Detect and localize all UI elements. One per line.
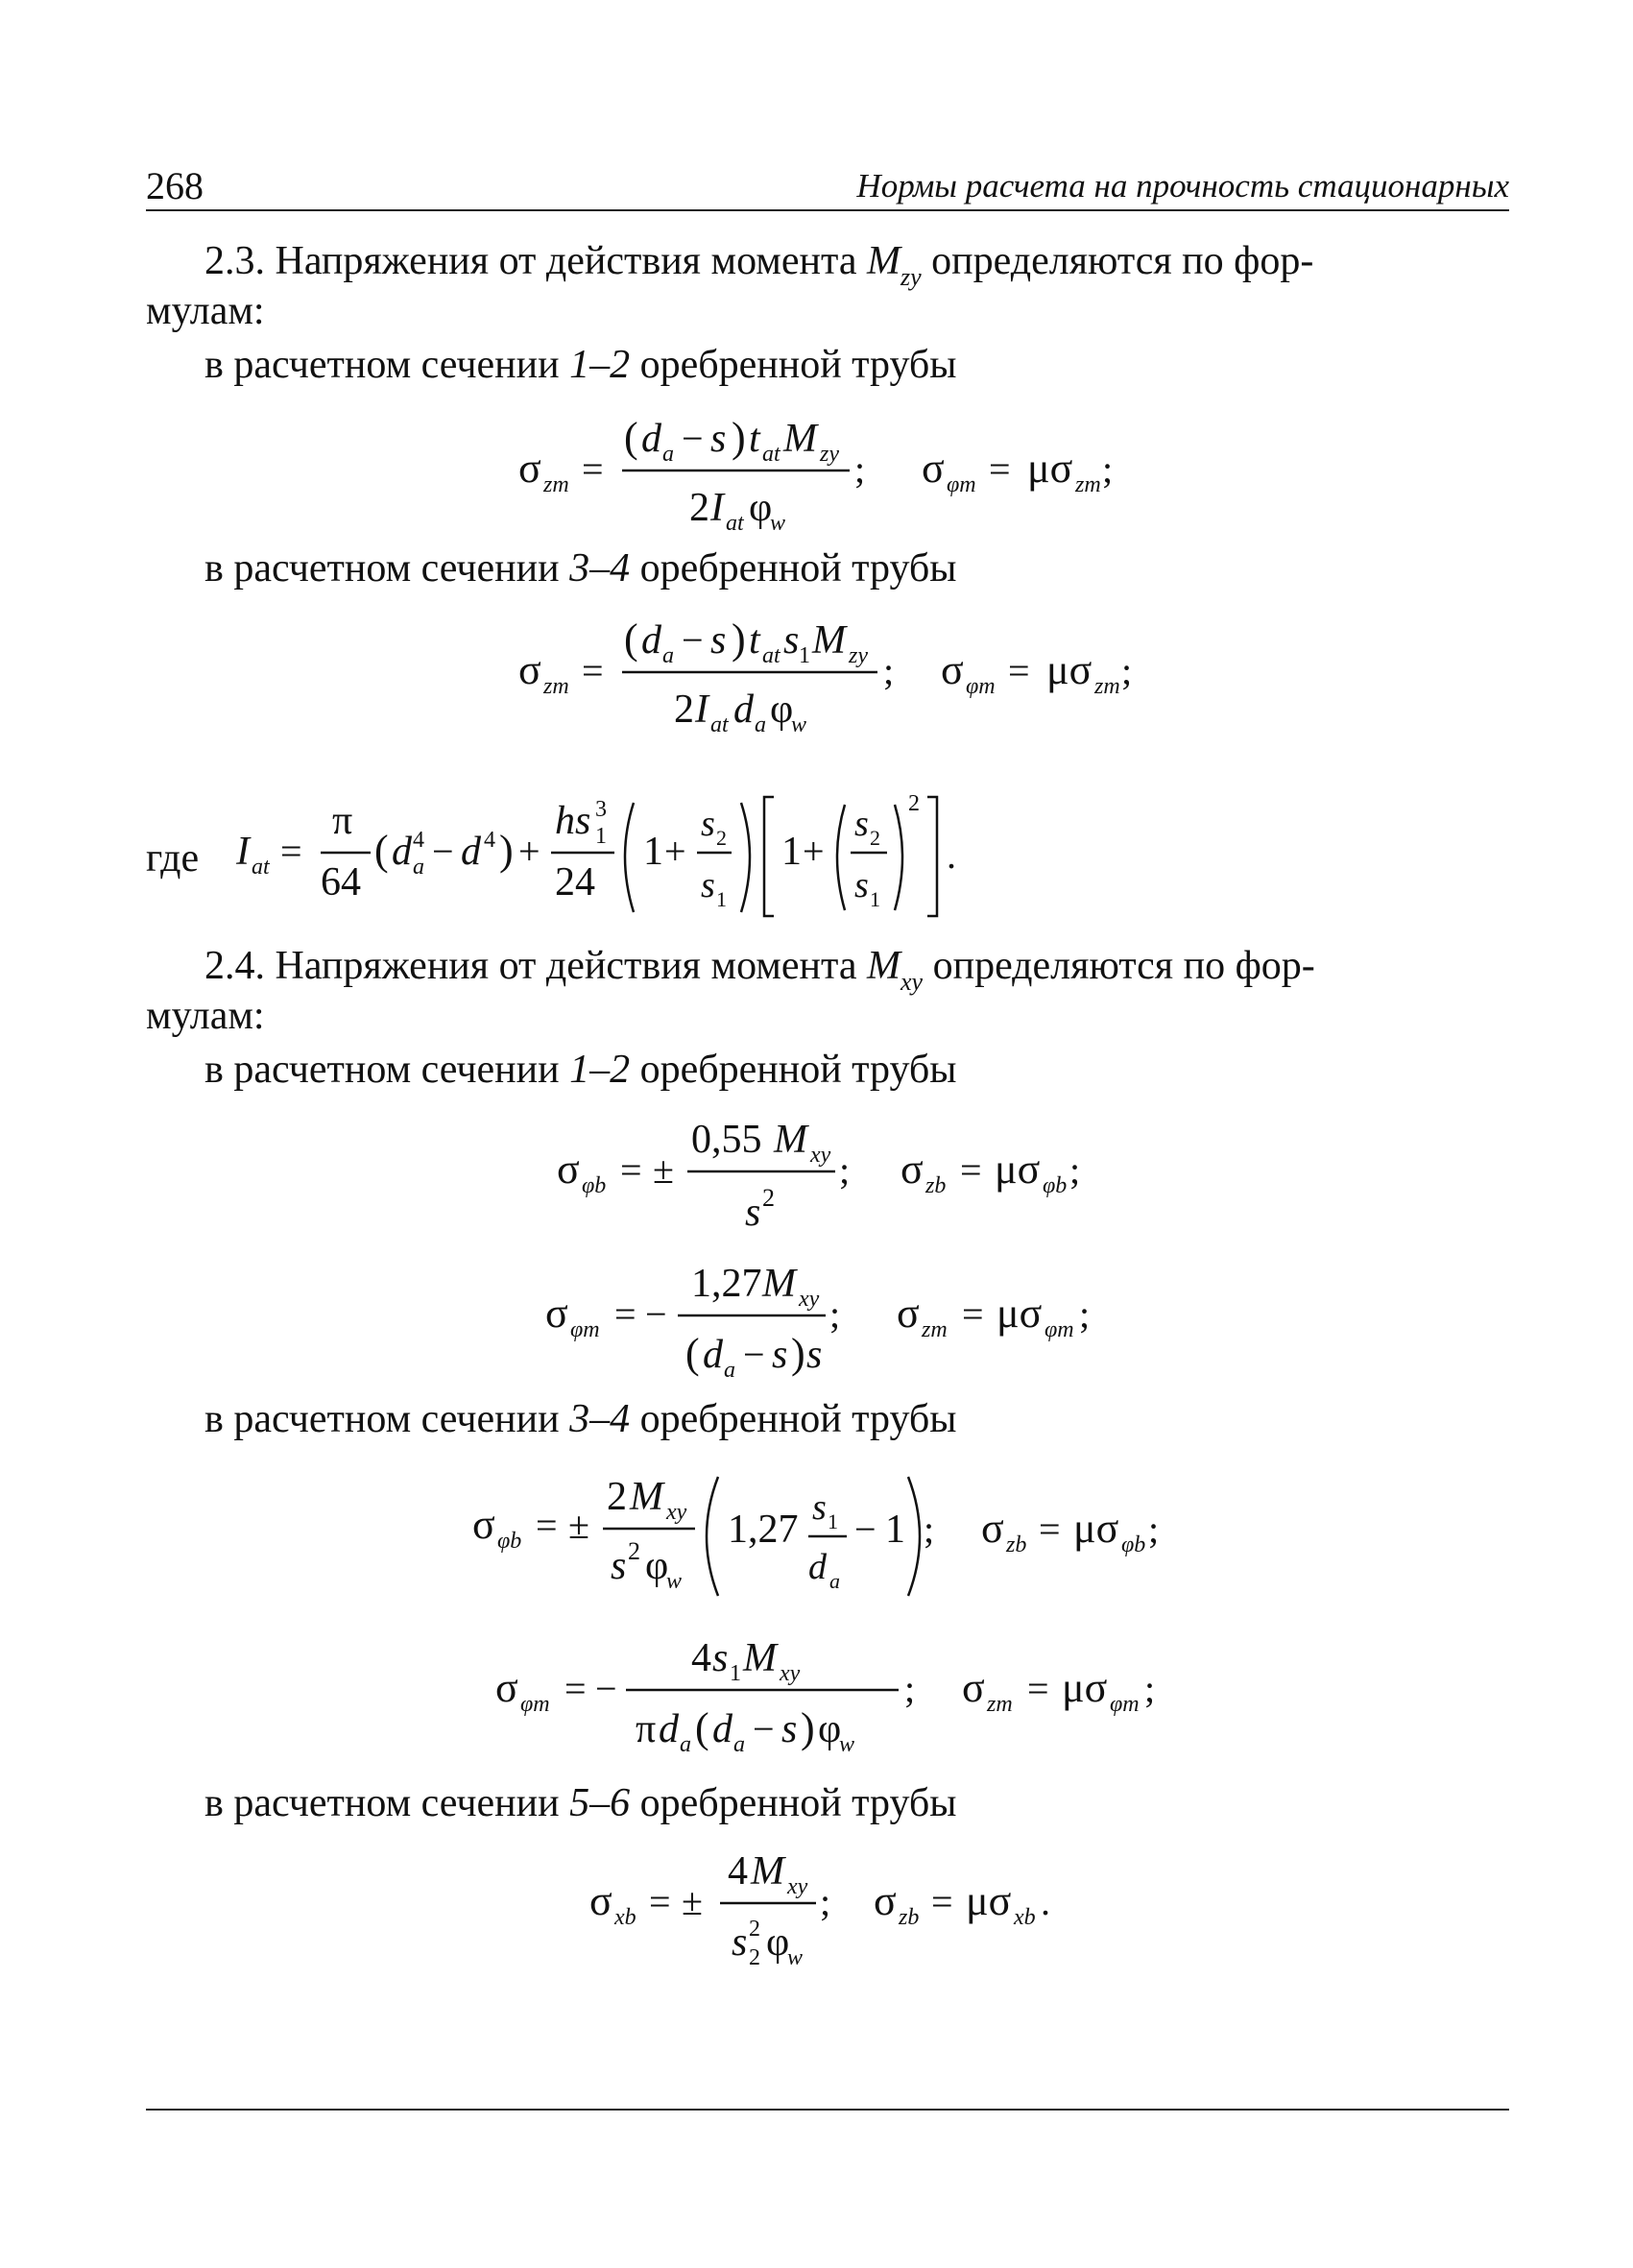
svg-text:w: w — [787, 1945, 804, 1970]
svg-text:hs: hs — [555, 799, 591, 843]
formula-sigma-phib-section-1-2 — [557, 1104, 1152, 1239]
svg-text:π: π — [636, 1707, 657, 1751]
sec-label-text: в расчетном сечении — [204, 546, 570, 591]
sec-label-text: в расчетном сечении — [204, 1048, 570, 1092]
page-header — [146, 156, 1509, 213]
svg-text:s: s — [806, 1333, 823, 1377]
svg-text:1,27: 1,27 — [691, 1262, 762, 1306]
sec-range: 1–2 — [569, 343, 631, 387]
svg-text:σ: σ — [874, 1877, 897, 1924]
svg-text:2: 2 — [607, 1475, 627, 1519]
svg-text:xb: xb — [1014, 1905, 1036, 1930]
formula-sigma-zm-section-1-2 — [518, 403, 1210, 538]
svg-text:2: 2 — [870, 826, 880, 850]
svg-text:xy: xy — [787, 1874, 808, 1899]
svg-text:;: ; — [854, 447, 866, 491]
svg-text:σ: σ — [901, 1146, 924, 1193]
svg-text:=: = — [931, 1880, 953, 1923]
formula-sigma-xb-section-5-6 — [589, 1836, 1127, 1980]
svg-text:φm: φm — [966, 674, 996, 699]
svg-text:φ: φ — [818, 1707, 842, 1751]
svg-text:a: a — [755, 712, 766, 737]
svg-text:σ: σ — [518, 445, 541, 492]
svg-text:;: ; — [829, 1292, 841, 1336]
svg-text:σ: σ — [962, 1664, 985, 1711]
where-word: где — [146, 836, 200, 881]
svg-text:−: − — [682, 417, 704, 460]
svg-text:=: = — [620, 1148, 642, 1192]
svg-text:xy: xy — [799, 1287, 820, 1312]
svg-text:σ: σ — [472, 1501, 495, 1548]
svg-text:1: 1 — [799, 643, 810, 668]
svg-text:s: s — [854, 865, 869, 905]
svg-text:σ: σ — [589, 1877, 612, 1924]
svg-text:3: 3 — [595, 797, 607, 822]
svg-text:=: = — [614, 1292, 636, 1336]
svg-text:zy: zy — [820, 442, 839, 467]
svg-text:s: s — [783, 618, 800, 663]
sec-label-tail: оребренной трубы — [630, 1781, 957, 1825]
svg-text:t: t — [749, 417, 760, 461]
svg-text:μσ: μσ — [1027, 445, 1073, 492]
svg-text:s: s — [701, 865, 715, 905]
section-2-3-sec34-label — [204, 543, 957, 593]
svg-text:φm: φm — [520, 1692, 550, 1717]
svg-text:=: = — [564, 1667, 587, 1710]
svg-text:2: 2 — [628, 1537, 640, 1565]
moment-symbol: M — [867, 239, 901, 283]
svg-text:2: 2 — [762, 1184, 775, 1212]
svg-text:;: ; — [1121, 649, 1133, 692]
svg-text:−: − — [743, 1333, 765, 1376]
svg-text:M: M — [751, 1849, 784, 1894]
section-2-4-sec34-label — [204, 1394, 957, 1444]
formula-sigma-zm-section-3-4 — [518, 605, 1210, 749]
section-2-4-intro-text: 2.4. Напряжения от действия момента — [204, 944, 867, 988]
svg-text:(: ( — [685, 1330, 700, 1377]
svg-text:d: d — [703, 1333, 723, 1377]
section-2-3-sec12-label — [204, 340, 957, 390]
svg-text:1: 1 — [828, 1509, 838, 1533]
svg-text:1: 1 — [730, 1661, 741, 1686]
svg-text:24: 24 — [555, 860, 595, 905]
svg-text:at: at — [252, 855, 270, 880]
sec-label-text: в расчетном сечении — [204, 343, 570, 387]
section-2-4-sec12-label — [204, 1045, 957, 1095]
svg-text:d: d — [641, 618, 661, 663]
svg-text:σ: σ — [981, 1505, 1004, 1552]
svg-text:2: 2 — [749, 1945, 760, 1970]
svg-text:;: ; — [1148, 1508, 1160, 1551]
svg-text:4: 4 — [728, 1849, 748, 1894]
svg-text:d: d — [659, 1707, 679, 1751]
svg-text:φb: φb — [497, 1529, 522, 1554]
svg-text:.: . — [947, 833, 956, 877]
page-number: 268 — [146, 164, 204, 207]
svg-text:−: − — [682, 618, 704, 662]
sec-range: 3–4 — [569, 1397, 631, 1441]
svg-text:μσ: μσ — [1062, 1664, 1108, 1711]
svg-text:;: ; — [1144, 1667, 1156, 1710]
svg-text:d: d — [808, 1547, 827, 1587]
svg-text:): ) — [791, 1330, 805, 1377]
svg-text:1: 1 — [870, 887, 880, 911]
svg-text:−: − — [645, 1292, 667, 1336]
svg-text:=: = — [1008, 649, 1030, 692]
svg-text:=: = — [962, 1292, 984, 1336]
svg-text:d: d — [641, 417, 661, 461]
section-2-3-intro-tail: определяются по фор- — [921, 239, 1314, 283]
svg-text:±: ± — [653, 1148, 674, 1192]
svg-text:I: I — [695, 688, 708, 732]
svg-text:s: s — [732, 1920, 748, 1965]
svg-text:t: t — [749, 618, 760, 663]
svg-text:4: 4 — [413, 828, 424, 853]
svg-text:;: ; — [1079, 1292, 1091, 1336]
svg-text:1: 1 — [643, 830, 663, 874]
svg-text:=: = — [960, 1148, 982, 1192]
svg-text:;: ; — [1102, 447, 1114, 491]
svg-text:1: 1 — [716, 887, 727, 911]
svg-text:a: a — [733, 1732, 745, 1757]
svg-text:σ: σ — [557, 1146, 580, 1193]
sec-label-tail: оребренной трубы — [630, 1048, 957, 1092]
svg-text:s: s — [854, 804, 869, 844]
svg-text:M: M — [762, 1262, 796, 1306]
header-rule — [146, 209, 1509, 211]
section-2-4-intro-tail: определяются по фор- — [923, 944, 1315, 988]
svg-text:xy: xy — [810, 1143, 831, 1168]
svg-text:1: 1 — [781, 830, 802, 874]
sec-range: 3–4 — [569, 546, 631, 591]
svg-text:+: + — [664, 830, 686, 873]
svg-text:w: w — [839, 1732, 855, 1757]
svg-text:M: M — [743, 1636, 777, 1680]
section-2-3-intro-text: 2.3. Напряжения от действия момента — [204, 239, 867, 283]
svg-text:at: at — [726, 511, 744, 536]
formula-sigma-phib-section-3-4 — [472, 1460, 1221, 1604]
svg-text:φm: φm — [1045, 1317, 1074, 1342]
section-2-3-intro-line2: мулам: — [146, 289, 265, 333]
svg-text:a: a — [724, 1358, 735, 1383]
svg-text:zm: zm — [922, 1317, 948, 1342]
sec-label-tail: оребренной трубы — [630, 1397, 957, 1441]
svg-text:φ: φ — [645, 1544, 669, 1588]
moment-symbol: M — [867, 944, 901, 988]
svg-text:w: w — [770, 511, 786, 536]
svg-text:φm: φm — [947, 472, 976, 497]
svg-text:±: ± — [682, 1880, 703, 1923]
svg-text:φ: φ — [770, 688, 794, 732]
svg-text:d: d — [392, 830, 412, 874]
svg-text:at: at — [762, 442, 780, 467]
svg-text:w: w — [666, 1569, 683, 1594]
svg-text:2: 2 — [689, 486, 709, 530]
svg-text:π: π — [332, 799, 353, 843]
svg-text:s: s — [781, 1707, 798, 1751]
svg-text:I: I — [236, 830, 250, 874]
svg-text:+: + — [518, 830, 540, 873]
svg-text:xb: xb — [614, 1905, 636, 1930]
svg-text:=: = — [989, 447, 1011, 491]
svg-text:M: M — [630, 1475, 663, 1519]
svg-text:φb: φb — [1121, 1532, 1146, 1557]
svg-text:): ) — [801, 1704, 815, 1751]
svg-text:1,27: 1,27 — [728, 1508, 799, 1552]
moment-subscript: xy — [901, 968, 924, 996]
section-2-4-intro — [204, 941, 1315, 996]
sec-label-tail: оребренной трубы — [630, 343, 957, 387]
svg-text:=: = — [582, 649, 604, 692]
svg-text:;: ; — [904, 1667, 916, 1710]
svg-text:=: = — [536, 1504, 558, 1547]
formula-sigma-phim-section-3-4 — [495, 1623, 1187, 1767]
svg-text:64: 64 — [321, 860, 361, 905]
svg-text:σ: σ — [545, 1290, 568, 1337]
svg-text:s: s — [710, 618, 727, 663]
svg-text:a: a — [662, 442, 674, 467]
svg-text:d: d — [712, 1707, 732, 1751]
running-title: Нормы расчета на прочность стационарных — [856, 167, 1509, 205]
svg-text:a: a — [662, 643, 674, 668]
svg-text:(: ( — [624, 414, 638, 461]
svg-text:zm: zm — [543, 472, 569, 497]
sec-label-text: в расчетном сечении — [204, 1397, 570, 1441]
svg-text:s: s — [745, 1191, 761, 1235]
svg-text:1: 1 — [885, 1508, 905, 1552]
svg-text:I: I — [710, 486, 724, 530]
svg-text:zb: zb — [925, 1173, 947, 1198]
svg-text:at: at — [762, 643, 780, 668]
svg-text:2: 2 — [908, 791, 920, 816]
svg-text:a: a — [680, 1732, 691, 1757]
svg-text:): ) — [732, 615, 746, 663]
svg-text:μσ: μσ — [995, 1146, 1041, 1193]
sec-range: 1–2 — [569, 1048, 631, 1092]
sec-label-tail: оребренной трубы — [630, 546, 957, 591]
svg-text:;: ; — [1069, 1148, 1081, 1192]
svg-text:φb: φb — [1043, 1173, 1068, 1198]
svg-text:s: s — [611, 1544, 627, 1588]
svg-text:=: = — [1039, 1508, 1061, 1551]
svg-text:(: ( — [624, 615, 638, 663]
sec-range: 5–6 — [569, 1781, 631, 1825]
svg-text:a: a — [829, 1569, 840, 1593]
svg-text:φm: φm — [570, 1317, 600, 1342]
svg-text:zm: zm — [543, 674, 569, 699]
svg-text:(: ( — [374, 827, 389, 874]
svg-text:4: 4 — [691, 1636, 711, 1680]
svg-text:): ) — [499, 827, 514, 874]
svg-text:φ: φ — [766, 1920, 790, 1965]
svg-text:zb: zb — [1006, 1532, 1027, 1557]
svg-text:+: + — [803, 830, 825, 873]
svg-text:=: = — [280, 830, 302, 873]
svg-text:μσ: μσ — [997, 1290, 1043, 1337]
svg-text:−: − — [595, 1667, 617, 1710]
svg-text:at: at — [710, 712, 729, 737]
svg-text:φ: φ — [749, 486, 773, 530]
svg-text:φb: φb — [582, 1173, 607, 1198]
formula-sigma-phim-section-1-2 — [545, 1248, 1160, 1383]
svg-text:;: ; — [820, 1880, 831, 1923]
section-2-4-intro-line2: мулам: — [146, 994, 265, 1038]
svg-text:σ: σ — [941, 646, 964, 693]
svg-text:μσ: μσ — [966, 1877, 1012, 1924]
svg-text:±: ± — [568, 1504, 589, 1547]
svg-text:σ: σ — [518, 646, 541, 693]
svg-text:zm: zm — [1075, 472, 1101, 497]
svg-text:M: M — [774, 1118, 807, 1162]
svg-text:a: a — [413, 855, 424, 880]
formula-I-at — [221, 768, 1066, 922]
svg-text:−: − — [854, 1508, 877, 1551]
svg-text:4: 4 — [484, 828, 495, 853]
svg-text:s: s — [772, 1333, 788, 1377]
svg-text:.: . — [1041, 1880, 1050, 1923]
svg-text:zm: zm — [987, 1692, 1013, 1717]
svg-text:0,55: 0,55 — [691, 1118, 762, 1162]
svg-text:s: s — [710, 417, 727, 461]
svg-text:μσ: μσ — [1046, 646, 1093, 693]
svg-text:zb: zb — [899, 1905, 920, 1930]
svg-text:M: M — [812, 618, 846, 663]
svg-text:;: ; — [839, 1148, 851, 1192]
svg-text:s: s — [812, 1487, 827, 1528]
svg-text:−: − — [432, 830, 454, 873]
svg-text:−: − — [753, 1707, 775, 1750]
svg-text:σ: σ — [922, 445, 945, 492]
svg-text:): ) — [732, 414, 746, 461]
svg-text:w: w — [791, 712, 807, 737]
svg-text:M: M — [783, 417, 817, 461]
svg-text:1: 1 — [595, 824, 607, 849]
section-2-3-intro — [204, 236, 1314, 291]
svg-text:(: ( — [695, 1704, 709, 1751]
svg-text:=: = — [582, 447, 604, 491]
svg-text:zm: zm — [1094, 674, 1120, 699]
svg-text:=: = — [1027, 1667, 1049, 1710]
svg-text:d: d — [461, 830, 481, 874]
svg-text:xy: xy — [780, 1661, 801, 1686]
svg-text:zy: zy — [849, 643, 868, 668]
svg-text:d: d — [733, 688, 754, 732]
svg-text:σ: σ — [897, 1290, 920, 1337]
svg-text:2: 2 — [749, 1917, 760, 1942]
svg-text:s: s — [701, 804, 715, 844]
svg-text:=: = — [649, 1880, 671, 1923]
sec-label-text: в расчетном сечении — [204, 1781, 570, 1825]
svg-text:φm: φm — [1110, 1692, 1140, 1717]
svg-text:;: ; — [924, 1508, 935, 1551]
svg-text:μσ: μσ — [1073, 1505, 1119, 1552]
section-2-4-sec56-label — [204, 1778, 957, 1828]
svg-text:σ: σ — [495, 1664, 518, 1711]
svg-text:xy: xy — [666, 1500, 687, 1525]
svg-text:s: s — [712, 1636, 729, 1680]
footer-rule — [146, 2109, 1509, 2111]
svg-text:;: ; — [883, 649, 895, 692]
svg-text:2: 2 — [674, 688, 694, 732]
svg-text:2: 2 — [716, 826, 727, 850]
moment-subscript: zy — [901, 263, 922, 291]
